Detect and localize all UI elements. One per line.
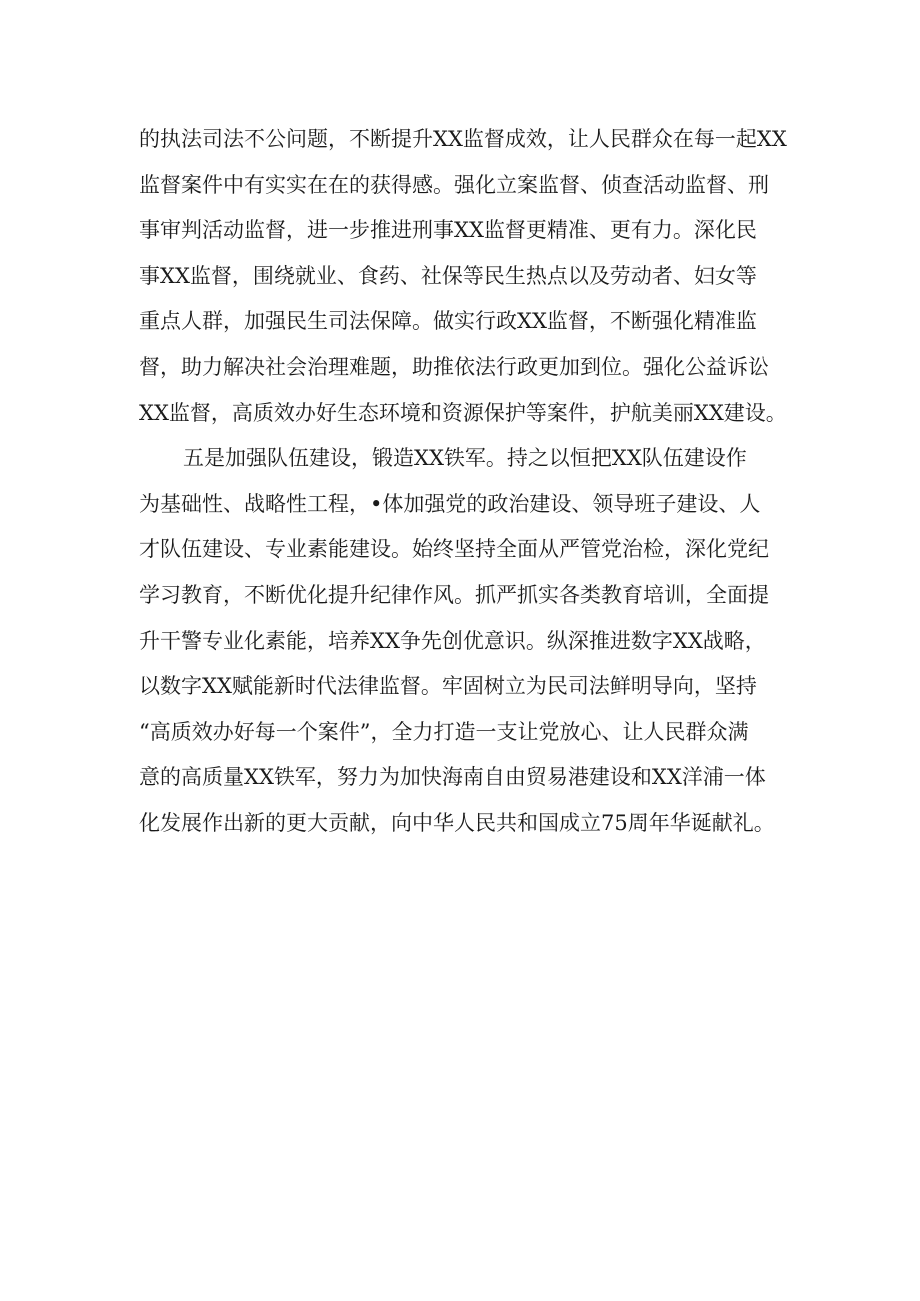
text-line-9: 为基础性、战略性工程，•体加强党的政治建设、领导班子建设、人	[139, 491, 761, 516]
text-line-5: 重点人群，加强民生司法保障。做实行政XX监督，不断强化精准监	[139, 309, 757, 334]
text-line-1: 的执法司法不公问题，不断提升XX监督成效，让人民群众在每一起XX	[139, 127, 787, 151]
text-line-13: 以数字XX赋能新时代法律监督。牢固树立为民司法鲜明导向，坚持	[139, 674, 757, 699]
text-line-2: 监督案件中有实实在在的获得感。强化立案监督、侦查活动监督、刑	[139, 172, 769, 197]
text-line-10: 才队伍建设、专业素能建设。始终坚持全面从严管党治检，深化党纪	[139, 537, 769, 562]
body-text	[139, 117, 789, 847]
text-line-8: 五是加强队伍建设，锻造XX铁军。持之以恒把XX队伍建设作	[183, 446, 747, 471]
text-line-12: 升干警专业化素能，培养XX争先创优意识。纵深推进数字XX战略，	[139, 628, 766, 653]
text-line-7: XX监督，高质效办好生态环境和资源保护等案件，护航美丽XX建设。	[139, 400, 787, 425]
text-line-11: 学习教育，不断优化提升纪律作风。抓严抓实各类教育培训，全面提	[139, 582, 769, 607]
text-line-15: 意的高质量XX铁军，努力为加快海南自由贸易港建设和XX洋浦一体	[139, 765, 766, 790]
text-line-3: 事审判活动监督，进一步推进刑事XX监督更精准、更有力。深化民	[139, 218, 757, 243]
text-line-16: 化发展作出新的更大贡献，向中华人民共和国成立75周年华诞献礼。	[139, 810, 775, 835]
text-line-14: “高质效办好每一个案件”，全力打造一支让党放心、让人民群众满	[139, 719, 749, 744]
text-line-6: 督，助力解决社会治理难题，助推依法行政更加到位。强化公益诉讼	[139, 354, 769, 379]
text-line-4: 事XX监督，围绕就业、食药、社保等民生热点以及劳动者、妇女等	[139, 263, 757, 288]
